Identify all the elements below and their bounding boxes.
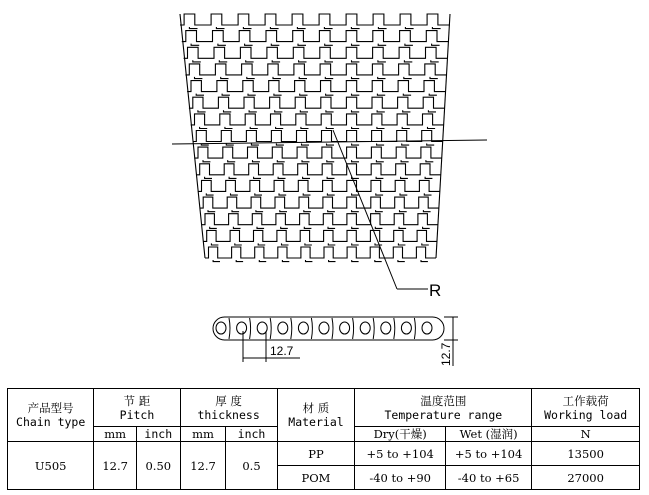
belt-edge <box>436 14 450 258</box>
belt-link <box>191 44 199 46</box>
belt-link <box>404 77 412 79</box>
pin-hole <box>381 322 391 334</box>
belt-module-row <box>180 14 450 25</box>
belt-link <box>325 44 333 46</box>
belt-link <box>193 60 201 62</box>
pin-hole <box>216 322 226 334</box>
height-dimension-label: 12.7 <box>439 342 453 366</box>
belt-link <box>423 210 430 212</box>
header-thickness <box>180 389 277 427</box>
pin-hole <box>319 322 329 334</box>
belt-link <box>272 60 280 62</box>
belt-module-row <box>182 31 449 42</box>
header-temperature <box>355 389 532 427</box>
belt-link <box>327 193 334 195</box>
belt-link <box>327 160 334 162</box>
pitch-unit-inch: inch <box>136 427 180 442</box>
pitch-dimension-label: 12.7 <box>270 344 294 358</box>
belt-link <box>304 210 311 212</box>
belt-link <box>211 243 218 245</box>
belt-link <box>327 177 334 179</box>
belt-link <box>375 227 382 229</box>
belt-link <box>377 127 385 129</box>
belt-link <box>352 227 359 229</box>
link-arc <box>373 318 374 339</box>
belt-link <box>282 260 289 262</box>
belt-link <box>352 60 360 62</box>
pin-hole <box>340 322 350 334</box>
belt-link <box>302 144 310 146</box>
belt-link <box>232 210 239 212</box>
belt-module-row <box>200 197 439 208</box>
header-chain-type-cn: 产品型号 <box>27 401 74 415</box>
belt-link <box>282 243 289 245</box>
belt-link <box>278 177 285 179</box>
belt-link <box>270 27 278 29</box>
belt-link <box>279 193 286 195</box>
working-load-value: 27000 <box>532 466 640 490</box>
belt-link <box>221 77 229 79</box>
belt-link <box>233 227 240 229</box>
belt-link <box>304 227 311 229</box>
link-arc <box>353 318 354 339</box>
link-arc <box>332 318 333 339</box>
belt-link <box>352 210 359 212</box>
belt-link <box>205 177 212 179</box>
temp-wet-value: -40 to +65 <box>445 466 531 490</box>
belt-module-row <box>205 247 436 258</box>
pin-hole <box>360 322 370 334</box>
link-arc <box>394 318 395 339</box>
pitch-inch-value: 0.50 <box>136 442 180 490</box>
belt-link <box>276 144 284 146</box>
temp-dry-value: +5 to +104 <box>355 442 446 466</box>
belt-link <box>299 60 307 62</box>
header-thickness-cn: 厚 度 <box>215 393 242 408</box>
belt-module-row <box>185 64 447 75</box>
belt-link <box>325 77 333 79</box>
belt-link <box>305 243 312 245</box>
belt-link <box>276 127 284 129</box>
belt-link <box>428 110 436 112</box>
belt-module-row <box>184 47 448 58</box>
belt-link <box>404 60 412 62</box>
header-working-load <box>532 389 640 427</box>
thickness-mm-value: 12.7 <box>180 442 226 490</box>
belt-link <box>352 193 359 195</box>
belt-link <box>247 77 255 79</box>
belt-link <box>300 94 308 96</box>
belt-link <box>424 193 431 195</box>
belt-link <box>378 60 386 62</box>
header-load-en: Working load <box>544 407 628 422</box>
belt-link <box>271 44 279 46</box>
belt-link <box>196 94 204 96</box>
pin-hole <box>401 322 411 334</box>
belt-link <box>376 210 383 212</box>
belt-link <box>376 177 383 179</box>
pin-hole <box>298 322 308 334</box>
belt-link <box>254 177 261 179</box>
belt-module-row <box>194 147 442 158</box>
link-arc <box>311 318 312 339</box>
temp-wet-header: Wet (湿润) <box>445 427 531 442</box>
belt-link <box>326 110 334 112</box>
belt-link <box>328 210 335 212</box>
belt-link <box>210 227 217 229</box>
belt-edge <box>180 14 205 258</box>
belt-link <box>303 193 310 195</box>
belt-link <box>236 260 243 262</box>
belt-link <box>200 127 208 129</box>
material-value: PP <box>277 442 355 466</box>
belt-link <box>256 210 263 212</box>
belt-link <box>224 110 232 112</box>
header-load-cn: 工作载荷 <box>562 393 609 408</box>
belt-link <box>401 177 408 179</box>
belt-link <box>249 110 257 112</box>
belt-module-row <box>191 114 444 125</box>
belt-link <box>403 94 411 96</box>
belt-link <box>306 260 313 262</box>
radius-leader-line <box>333 130 397 289</box>
belt-link <box>432 27 440 29</box>
belt-link <box>258 243 265 245</box>
belt-link <box>375 260 382 262</box>
radius-label: R <box>429 281 442 300</box>
belt-link <box>248 94 256 96</box>
belt-link <box>399 227 406 229</box>
belt-module-row <box>196 164 441 175</box>
link-arc <box>229 318 230 339</box>
header-thickness-en: thickness <box>197 407 260 422</box>
belt-link <box>432 44 440 46</box>
belt-link <box>218 44 226 46</box>
belt-link <box>398 243 405 245</box>
belt-link <box>198 110 206 112</box>
belt-link <box>325 60 333 62</box>
belt-link <box>429 94 437 96</box>
belt-link <box>403 110 411 112</box>
belt-link <box>377 110 385 112</box>
belt-link <box>430 77 438 79</box>
belt-link <box>253 160 260 162</box>
belt-link <box>281 227 288 229</box>
belt-link <box>324 27 332 29</box>
belt-link <box>273 77 281 79</box>
belt-link <box>235 243 242 245</box>
chain-belt-top-view <box>180 14 450 262</box>
belt-link <box>219 60 227 62</box>
header-material <box>277 389 355 442</box>
belt-link <box>351 27 359 29</box>
load-unit: N <box>532 427 640 442</box>
pitch-mm-value: 12.7 <box>94 442 137 490</box>
belt-link <box>352 44 360 46</box>
belt-link <box>326 127 334 129</box>
belt-link <box>427 144 435 146</box>
thickness-unit-inch: inch <box>226 427 277 442</box>
header-material-en: Material <box>288 415 344 429</box>
belt-link <box>277 160 284 162</box>
belt-link <box>327 144 335 146</box>
radius-indicator <box>172 130 487 289</box>
belt-link <box>225 127 233 129</box>
header-pitch-cn: 节 距 <box>123 393 151 408</box>
belt-link <box>203 160 210 162</box>
belt-link <box>222 94 230 96</box>
belt-link <box>231 193 238 195</box>
link-arc <box>291 318 292 339</box>
temp-dry-value: -40 to +90 <box>355 466 446 490</box>
belt-link <box>302 160 310 162</box>
belt-module-row <box>189 97 445 108</box>
belt-link <box>400 210 407 212</box>
belt-link <box>259 260 266 262</box>
belt-link <box>326 94 334 96</box>
belt-link <box>243 27 251 29</box>
belt-link <box>352 260 359 262</box>
material-value: POM <box>277 466 355 490</box>
working-load-value: 13500 <box>532 442 640 466</box>
belt-link <box>251 144 259 146</box>
spec-table <box>7 388 640 490</box>
belt-link <box>216 27 224 29</box>
header-chain-type-en: Chain type <box>16 415 86 429</box>
belt-link <box>401 160 409 162</box>
belt-link <box>402 127 410 129</box>
belt-link <box>301 127 309 129</box>
header-temperature-cn: 温度范围 <box>420 393 467 408</box>
belt-link <box>274 94 282 96</box>
table-row <box>8 442 640 466</box>
link-arc <box>270 318 271 339</box>
belt-link <box>245 44 253 46</box>
belt-link <box>297 27 305 29</box>
belt-link <box>352 160 359 162</box>
belt-link <box>377 94 385 96</box>
pin-hole <box>422 322 432 334</box>
belt-link <box>229 177 236 179</box>
belt-link <box>425 177 432 179</box>
belt-link <box>206 193 213 195</box>
belt-module-row <box>193 131 444 142</box>
belt-link <box>300 110 308 112</box>
belt-link <box>329 260 336 262</box>
belt-link <box>352 127 360 129</box>
belt-link <box>213 260 220 262</box>
header-material-cn: 材 质 <box>302 401 330 415</box>
belt-link <box>377 144 385 146</box>
belt-link <box>378 27 386 29</box>
belt-link <box>423 227 430 229</box>
belt-link <box>378 44 386 46</box>
header-temperature-en: Temperature range <box>384 407 503 422</box>
header-pitch-en: Pitch <box>119 407 155 422</box>
belt-link <box>299 77 307 79</box>
belt-link <box>352 243 359 245</box>
belt-module-row <box>203 230 437 241</box>
belt-link <box>328 227 335 229</box>
belt-link <box>303 177 310 179</box>
belt-module-row <box>198 180 440 191</box>
belt-link <box>189 27 197 29</box>
belt-link <box>298 44 306 46</box>
belt-link <box>328 243 335 245</box>
pitch-unit-mm: mm <box>94 427 137 442</box>
chain-type-value: U505 <box>8 442 94 490</box>
belt-link <box>275 110 283 112</box>
belt-module-row <box>187 81 446 92</box>
belt-module-row <box>201 214 438 225</box>
belt-link <box>421 260 428 262</box>
belt-link <box>250 127 258 129</box>
belt-link <box>378 77 386 79</box>
belt-link <box>431 60 439 62</box>
belt-link <box>195 77 203 79</box>
belt-link <box>426 160 433 162</box>
belt-link <box>280 210 287 212</box>
belt-link <box>246 60 254 62</box>
belt-link <box>352 144 360 146</box>
belt-link <box>428 127 436 129</box>
pin-hole <box>278 322 288 334</box>
belt-link <box>405 44 413 46</box>
belt-link <box>376 193 383 195</box>
belt-link <box>402 144 410 146</box>
header-chain-type <box>8 389 94 442</box>
chain-side-view <box>213 317 444 340</box>
belt-link <box>208 210 215 212</box>
link-arc <box>250 318 251 339</box>
pin-hole <box>237 322 247 334</box>
belt-link <box>398 260 405 262</box>
belt-link <box>228 160 236 162</box>
belt-link <box>352 94 360 96</box>
belt-link <box>352 110 360 112</box>
belt-link <box>352 77 360 79</box>
belt-link <box>376 160 383 162</box>
thickness-unit-mm: mm <box>180 427 226 442</box>
belt-link <box>405 27 413 29</box>
belt-link <box>257 227 264 229</box>
belt-link <box>422 243 429 245</box>
link-arc <box>414 318 415 339</box>
temp-dry-header: Dry(干燥) <box>355 427 446 442</box>
header-pitch <box>94 389 180 427</box>
belt-link <box>400 193 407 195</box>
thickness-inch-value: 0.5 <box>226 442 277 490</box>
belt-link <box>255 193 262 195</box>
temp-wet-value: +5 to +104 <box>445 442 531 466</box>
